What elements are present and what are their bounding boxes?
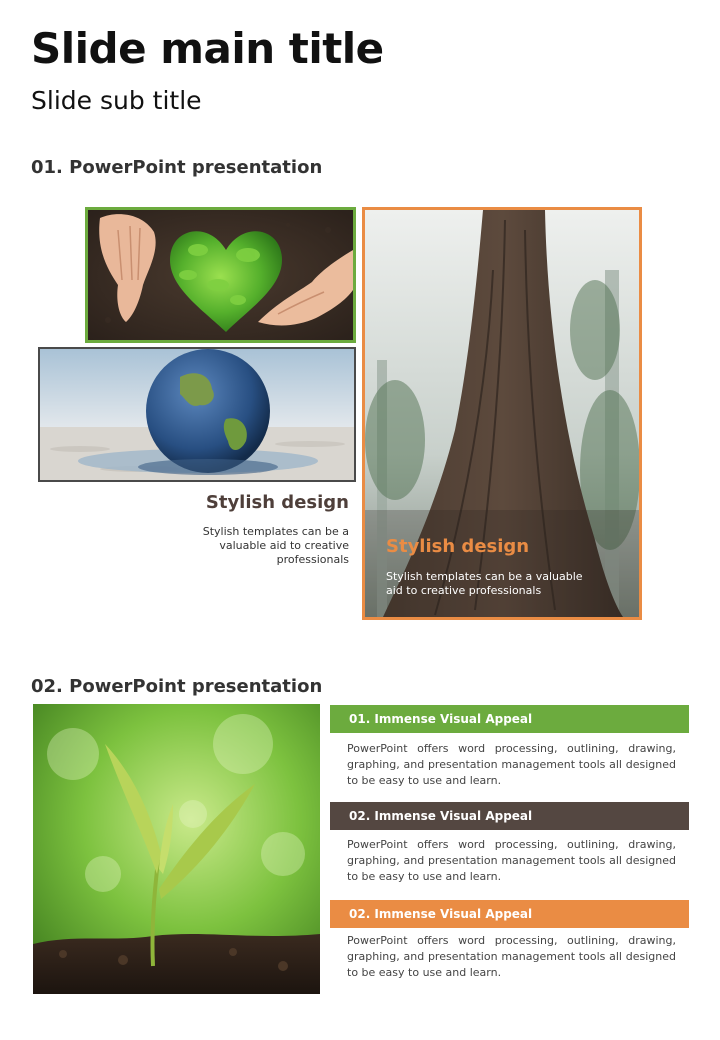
redwood-tree-photo: [362, 207, 642, 620]
feature-1-text: PowerPoint offers word processing, outlining, drawing, graphing, and presentation management tools all designed to be easy to use and learn.: [347, 742, 676, 787]
feature-1-title-bar: 01. Immense Visual Appeal: [330, 705, 689, 733]
section-1-heading: 01. PowerPoint presentation: [31, 157, 323, 178]
tree-caption-text: Stylish templates can be a valuable aid to creative professionals: [386, 570, 583, 597]
feature-2-text: PowerPoint offers word processing, outlining, drawing, graphing, and presentation management tools all designed to be easy to use and learn.: [347, 838, 676, 883]
slide-sub-title: Slide sub title: [31, 86, 202, 115]
slide-main-title: Slide main title: [31, 24, 384, 73]
tree-caption-title: Stylish design: [386, 536, 530, 557]
globe-melting-photo: [38, 347, 356, 482]
feature-2-title-bar: 02. Immense Visual Appeal: [330, 802, 689, 830]
feature-3-title-bar: 02. Immense Visual Appeal: [330, 900, 689, 928]
sprout-photo: [33, 704, 320, 994]
section-2-heading: 02. PowerPoint presentation: [31, 676, 323, 697]
hands-heart-plant-photo: [85, 207, 356, 343]
stylish-design-title: Stylish design: [205, 492, 349, 513]
stylish-design-text: Stylish templates can be a valuable aid to creative professionals: [202, 525, 349, 566]
feature-3-text: PowerPoint offers word processing, outlining, drawing, graphing, and presentation management tools all designed to be easy to use and learn.: [347, 934, 676, 979]
